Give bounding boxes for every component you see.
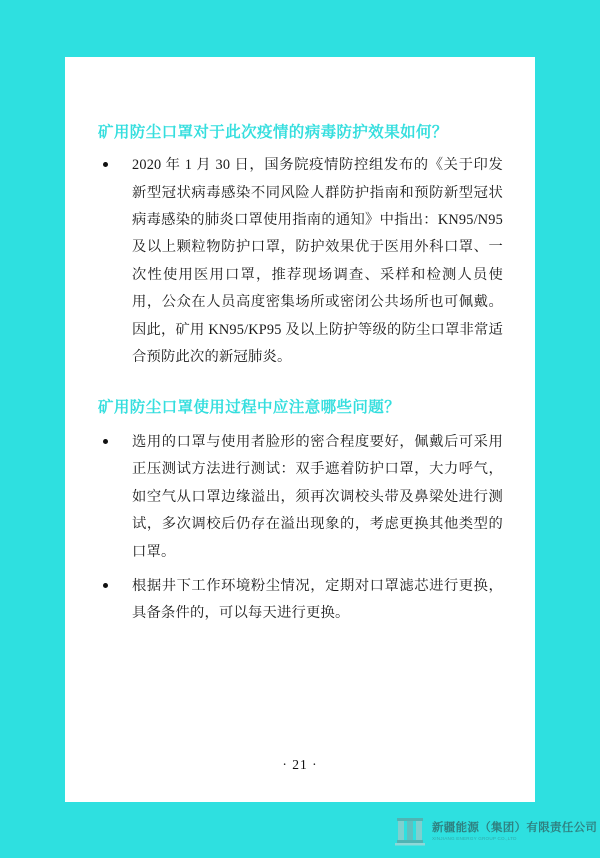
document-content <box>98 119 503 635</box>
bullet-list-1 <box>98 152 503 372</box>
list-item-text: 根据井下工作环境粉尘情况，定期对口罩滤芯进行更换，具备条件的，可以每天进行更换。 <box>132 577 503 622</box>
company-logo-text <box>432 822 597 841</box>
list-item <box>98 152 503 372</box>
document-paper <box>65 57 535 802</box>
list-item-text: 选用的口罩与使用者脸形的密合程度要好，佩戴后可采用正压测试方法进行测试：双手遮着防护口罩，大力呼气，如空气从口罩边缘溢出，须再次调校头带及鼻梁处进行测试，多次调校后仍存在溢出现象的，考虑更换其他类型的口罩。 <box>132 433 503 560</box>
bullet-dot-icon <box>103 162 108 167</box>
bullet-list-2 <box>98 429 503 628</box>
company-name-cn: 新疆能源（集团）有限责任公司 <box>432 822 598 835</box>
footer-company-logo <box>395 812 598 852</box>
company-logo-icon <box>395 816 425 848</box>
list-item <box>98 429 503 566</box>
section-heading-2: 矿用防尘口罩使用过程中应注意哪些问题？ <box>98 398 401 416</box>
bullet-dot-icon <box>103 439 108 444</box>
bullet-dot-icon <box>103 583 108 588</box>
section-heading-1: 矿用防尘口罩对于此次疫情的病毒防护效果如何？ <box>98 124 448 141</box>
list-item-text: 2020 年 1 月 30 日，国务院疫情防控组发布的《关于印发新型冠状病毒感染不同风险人群防护指南和预防新型冠状病毒感染的肺炎口罩使用指南的通知》中指出：KN95/N95 及以上颗粒物防护口罩，防护效果优于医用外科口罩、一次性使用医用口罩，推荐现场调查、采样和检测人员使用，公众在人员高度密集场所或密闭公共场所也可佩戴。因此，矿用 KN95/KP95 及以上防护等级的防尘口罩非常适合预防此次的新冠肺炎。 <box>132 157 503 366</box>
list-item <box>98 573 503 628</box>
company-name-en: XINJIANG ENERGY GROUP CO.,LTD <box>432 836 517 842</box>
page-number: · 21 · <box>282 757 318 772</box>
